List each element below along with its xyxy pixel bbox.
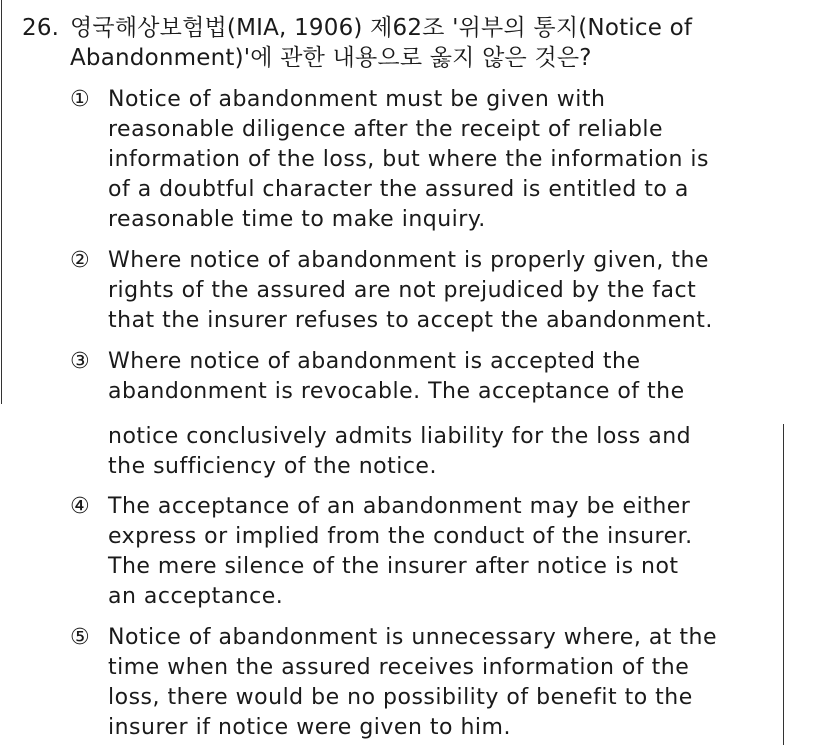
option-marker-2: ② [70,248,91,273]
option-4-line-4: an acceptance. [108,584,284,609]
option-3-line-1: Where notice of abandonment is accepted the [108,349,641,374]
question-stem [22,13,762,73]
option-marker-1: ① [70,87,91,112]
answer-option-4[interactable] [70,492,770,612]
option-4-line-1: The acceptance of an abandonment may be either [108,494,691,519]
question-text-line-2: Abandonment)'에 관한 내용으로 옳지 않은 것은? [70,45,592,71]
option-3-line-2: abandonment is revocable. The acceptance of the [108,379,685,404]
option-2-line-2: rights of the assured are not prejudiced by the fact [108,278,697,303]
question-text-line-1: 영국해상보험법(MIA, 1906) 제62조 '위부의 통지(Notice of [70,15,693,41]
option-1-line-2: reasonable diligence after the receipt of reliable [108,117,664,142]
option-5-line-1: Notice of abandonment is unnecessary where, at the [108,625,718,650]
option-3-line-4: the sufficiency of the notice. [108,454,437,479]
option-4-line-3: The mere silence of the insurer after notice is not [108,554,679,579]
option-2-line-1: Where notice of abandonment is properly given, the [108,248,709,273]
answer-option-1[interactable] [70,85,770,235]
option-1-line-5: reasonable time to make inquiry. [108,207,486,232]
option-1-line-3: information of the loss, but where the information is [108,147,709,172]
option-5-line-4: insurer if notice were given to him. [108,715,511,740]
option-4-line-2: express or implied from the conduct of the insurer. [108,524,693,549]
option-3-line-3: notice conclusively admits liability for the loss and [108,424,692,449]
option-marker-5: ⑤ [70,625,91,650]
answer-option-2[interactable] [70,246,770,336]
option-5-line-3: loss, there would be no possibility of benefit to the [108,685,693,710]
option-1-line-4: of a doubtful character the assured is entitled to a [108,177,689,202]
question-number: 26. [22,15,60,41]
left-column-rule [1,0,2,404]
answer-option-3[interactable] [70,347,770,407]
option-2-line-3: that the insurer refuses to accept the abandonment. [108,308,713,333]
option-marker-3: ③ [70,349,91,374]
option-marker-4: ④ [70,494,91,519]
option-5-line-2: time when the assured receives information of the [108,655,690,680]
option-1-line-1: Notice of abandonment must be given with [108,87,606,112]
answer-option-5[interactable] [70,623,770,743]
question-line-1 [22,13,762,43]
answer-option-3-continued[interactable] [70,422,770,482]
right-column-rule [783,424,784,745]
